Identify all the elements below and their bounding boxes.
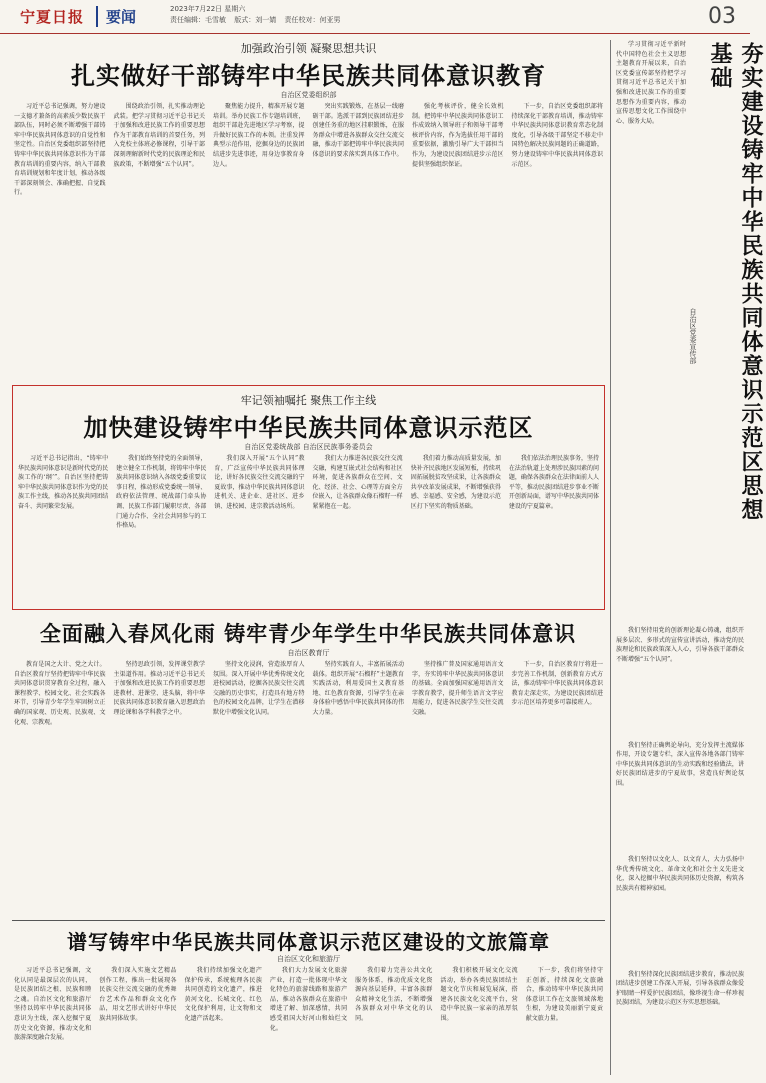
issue-date: 2023年7月22日 星期六: [170, 5, 246, 13]
article2-headline: 加快建设铸牢中华民族共同体意识示范区: [83, 414, 534, 442]
article5-headline: 夯实建设铸牢中华民族共同体意识示范区思想基础: [707, 42, 763, 522]
article4-column: 下一步，我们将坚持守正创新，持续深化文旅融合，推动铸牢中华民族共同体意识工作在文旅领域落地生根，为建设美丽新宁夏贡献文旅力量。: [525, 967, 603, 1022]
article4-headline: 谱写铸牢中华民族共同体意识示范区建设的文旅篇章: [67, 930, 550, 954]
article4-column: 我们积极开展文化交流活动，举办各类民族团结主题文化节庆和展览展演，搭建各民族文化交流平台，营造中华民族一家亲的浓厚氛围。: [440, 967, 518, 1022]
article2-column: 习近平总书记指出，“铸牢中华民族共同体意识是新时代党的民族工作的‘纲’”。自治区坚持把铸牢中华民族共同体意识作为党的民族工作主线，推动各民族共同团结奋斗、共同繁荣发展。: [18, 455, 109, 510]
layout-credit: 版式：刘一婧: [234, 16, 277, 24]
article1-column: 习近平总书记强调，努力建设一支德才兼备的高素质少数民族干部队伍，同时必须不断增强干部铸牢中华民族共同体意识的自觉性和坚定性。自治区党委组织部坚持把铸牢中华民族共同体意识作为干部教育培训的重要内容，纳入干部教育培训规划和年度计划，推动各级干部深刻领会、准确把握、自觉践行。: [14, 103, 106, 197]
article5-column: 我们坚持以文化人、以文育人，大力弘扬中华优秀传统文化、革命文化和社会主义先进文化，深入挖掘中华民族共同体历史资源，构筑各民族共有精神家园。: [616, 856, 744, 892]
article1-byline: 自治区党委组织部: [280, 91, 337, 99]
article4-column: 我们大力发展文化旅游产业，打造一批体现中华文化特色的旅游线路和旅游产品，推动各族群众在旅游中增进了解、加深感情，共同感受祖国大好河山和灿烂文化。: [269, 967, 348, 1032]
article2-kicker: 牢记领袖嘱托 聚焦工作主线: [240, 394, 377, 407]
newspaper-logo: 宁夏日报: [20, 8, 85, 26]
article2-byline: 自治区党委统战部 自治区民族事务委员会: [244, 443, 373, 451]
proof-credit: 责任校对：何亚男: [284, 16, 341, 24]
article5-column: 我们坚持用党的创新理论凝心铸魂，组织开展多层次、多形式的宣传宣讲活动，推动党的民族理论和民族政策深入人心，引导各族干部群众不断增强“五个认同”。: [616, 627, 744, 663]
article3-column: 教育是国之大计、党之大计。自治区教育厅坚持把铸牢中华民族共同体意识贯穿教育全过程，融入课程教学、校园文化、社会实践各环节，引导青少年学生牢固树立正确的国家观、历史观、民族观、文化观、宗教观。: [14, 661, 106, 726]
article-divider: [12, 920, 605, 921]
article2-column: 我们深入开展“五个认同”教育，广泛宣传中华民族共同体理论，讲好各民族交往交流交融的宁夏故事，推动中华民族共同体意识进机关、进企业、进社区、进乡镇、进校园、进宗教活动场所。: [214, 455, 305, 510]
article1-column: 下一步，自治区党委组织部将持续深化干部教育培训，推动铸牢中华民族共同体意识教育常态化制度化，引导各级干部坚定不移走中国特色解决民族问题的正确道路，努力建设铸牢中华民族共同体意识示范区。: [511, 103, 603, 168]
article5-byline: 自治区党委宣传部: [689, 308, 697, 364]
article5-column: 我们坚持正确舆论导向，充分发挥主流媒体作用，开设专题专栏，深入宣传各地各部门铸牢中华民族共同体意识的生动实践和经验做法，讲好民族团结进步的宁夏故事，营造良好舆论氛围。: [616, 741, 744, 787]
article4-body: [14, 966, 603, 1078]
article3-column: 坚持思政引领，发挥课堂教学主渠道作用。推动习近平总书记关于加强和改进民族工作的重要思想进教材、进课堂、进头脑，将中华民族共同体意识教育融入思想政治理论课和各学科教学之中。: [113, 661, 205, 716]
article3-column: 坚持实践育人，丰富拓展活动载体。组织开展“石榴籽”主题教育实践活动，利用爱国主义教育基地、红色教育资源，引导学生在亲身体验中感悟中华民族共同体的伟大力量。: [312, 661, 404, 716]
article5-headline-wrap: [704, 42, 763, 542]
article5-body-bottom: [616, 626, 744, 1078]
article5-column: 我们坚持深化民族团结进步教育，推动民族团结进步创建工作深入开展，引导各族群众像爱护眼睛一样爱护民族团结，像珍视生命一样珍视民族团结，为建设示范区夯实思想基础。: [616, 970, 744, 1007]
article4-column: 习近平总书记强调，文化认同是最深层次的认同，是民族团结之根、民族和睦之魂。自治区文化和旅游厅坚持以铸牢中华民族共同体意识为主线，深入挖掘宁夏历史文化资源，推动文化和旅游深度融合发展。: [14, 967, 92, 1042]
article1-headline: 扎实做好干部铸牢中华民族共同体意识教育: [71, 62, 546, 90]
article5-body-top: [616, 40, 686, 620]
article3-column: 下一步，自治区教育厅将进一步完善工作机制，创新教育方式方法，推动铸牢中华民族共同体意识教育走深走实，为建设民族团结进步示范区培养更多可靠接班人。: [511, 661, 603, 707]
article3-byline: 自治区教育厅: [287, 649, 330, 657]
article3-body: [14, 660, 603, 915]
issue-meta: [170, 4, 346, 26]
article2-body: [18, 454, 599, 604]
article1-column: 强化考核评价，健全长效机制。把铸牢中华民族共同体意识工作成效纳入领导班子和领导干部考核评价内容，作为选拔任用干部的重要依据，激励引导广大干部担当作为，为建设民族团结进步示范区提供坚强组织保证。: [412, 103, 504, 168]
article4-column: 我们持续加强文化遗产保护传承，系统梳理各民族共同创造的文化遗产，推进黄河文化、长城文化、红色文化保护利用，让文物和文化遗产活起来。: [184, 967, 262, 1022]
article3-column: 坚持文化浸润，营造浓厚育人氛围。深入开展中华优秀传统文化进校园活动，挖掘各民族交往交流交融的历史事实，打造具有地方特色的校园文化品牌，让学生在潜移默化中增强文化认同。: [213, 661, 305, 716]
article4-column: 我们着力完善公共文化服务体系，推动优质文化资源向基层延伸，丰富各族群众精神文化生活，不断增强各族群众对中华文化的认同。: [355, 967, 433, 1022]
article2-column: 我们着力推动高质量发展，加快补齐民族地区发展短板，持续巩固拓展脱贫攻坚成果，让各族群众共享改革发展成果，不断增强获得感、幸福感、安全感，为建设示范区打下坚实的物质基础。: [410, 455, 501, 510]
article2-column: 我们大力推进各民族交往交流交融，构建互嵌式社会结构和社区环境，促进各族群众在空间、文化、经济、社会、心理等方面全方位嵌入，让各族群众像石榴籽一样紧紧抱在一起。: [312, 455, 403, 510]
article1-column: 围绕政治引领，扎实推动理论武装。把学习贯彻习近平总书记关于加强和改进民族工作的重要思想作为干部教育培训的首要任务，列入党校主体班必修课程，引导干部深刻理解新时代党的民族理论和民族政策，不断增强“五个认同”。: [113, 103, 205, 168]
editor-credit: 责任编辑：毛雪敏: [170, 16, 226, 24]
page-number: 03: [708, 4, 736, 29]
article2-column: 我们依法治理民族事务，坚持在法治轨道上处理涉民族因素的问题，确保各族群众在法律面前人人平等，推动民族团结进步事业不断开创新局面，谱写中华民族共同体建设的宁夏篇章。: [508, 455, 600, 510]
column-divider: [610, 40, 611, 1075]
section-name: 要闻: [96, 6, 136, 27]
article2-column: 我们始终坚持党的全面领导，建立健全工作机制，将铸牢中华民族共同体意识纳入各级党委重要议事日程，推动形成党委统一领导、政府依法管理、统战部门牵头协调、民族工作部门履职尽责、各部门通力合作、全社会共同参与的工作格局。: [116, 455, 207, 530]
article3-column: 坚持推广普及国家通用语言文字，夯实铸牢中华民族共同体意识的基础。全面加强国家通用语言文字教育教学，提升师生语言文字应用能力，促进各民族学生交往交流交融。: [412, 661, 504, 716]
article3-headline: 全面融入春风化雨 铸牢青少年学生中华民族共同体意识: [39, 622, 577, 646]
article4-column: 我们深入实施文艺精品创作工程，推出一批展现各民族交往交流交融的优秀舞台艺术作品和群众文化作品，用文艺形式讲好中华民族共同体故事。: [99, 967, 177, 1022]
article1-kicker: 加强政治引领 凝聚思想共识: [240, 42, 377, 55]
article5-column: 学习贯彻习近平新时代中国特色社会主义思想主题教育开展以来，自治区党委宣传部坚持把学习贯彻习近平总书记关于加强和改进民族工作的重要思想作为重要内容，推动宣传思想文化工作围绕中心、服务大局。: [616, 41, 686, 125]
article1-column: 聚焦能力提升，精准开展专题培训。举办民族工作专题培训班，组织干部赴先进地区学习考察，提升做好民族工作的本领。注重发挥典型示范作用，挖掘身边的民族团结进步先进事迹，用身边事教育身边人。: [213, 103, 305, 168]
article1-column: 突出实践锻炼，在基层一线磨砺干部。选派干部到民族团结进步创建任务重的地区挂职锻炼，在服务群众中增进各族群众交往交流交融，推动干部把铸牢中华民族共同体意识的要求落实到具体工作中。: [312, 103, 404, 158]
masthead: [0, 0, 750, 34]
article1-body: [14, 102, 603, 380]
article4-byline: 自治区文化和旅游厅: [277, 955, 340, 963]
